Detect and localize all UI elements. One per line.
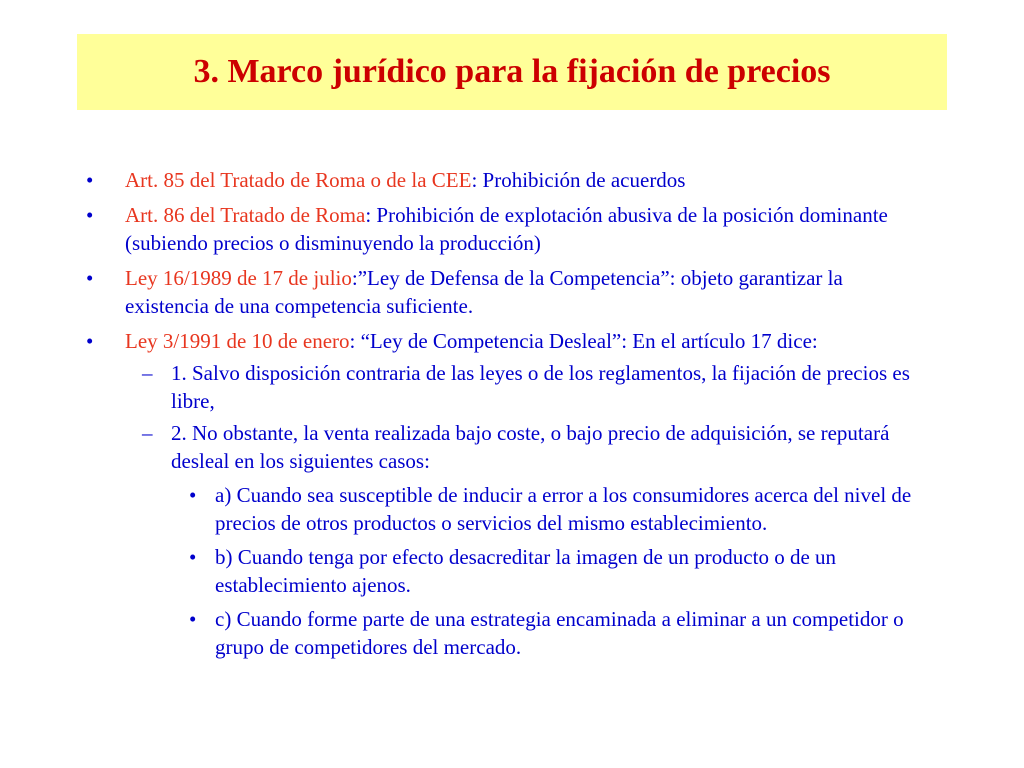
sub-item [0,359,941,415]
sub-item [0,419,941,475]
title-banner [77,34,947,110]
bullet-marker: • [189,607,197,631]
bullet-marker: • [86,168,94,192]
bullet-text: : Prohibición de explotación abusiva de la posición dominante (subiendo precios o disminuyendo la producción) [125,203,888,255]
legal-reference: Ley 3/1991 de 10 de enero [125,329,350,353]
bullet-text: : Prohibición de acuerdos [471,168,686,192]
bullet-item [0,201,925,257]
dash-marker: – [142,421,153,445]
sub-sub-item [0,605,925,661]
bullet-marker: • [86,203,94,227]
legal-reference: Art. 86 del Tratado de Roma [125,203,366,227]
bullet-item [0,166,925,194]
bullet-marker: • [189,483,197,507]
bullet-text: :”Ley de Defensa de la Competencia”: objeto garantizar la existencia de una competencia suficiente. [125,266,843,318]
sub-sub-item-text: c) Cuando forme parte de una estrategia encaminada a eliminar a un competidor o grupo de competidores del mercado. [215,607,904,659]
bullet-item [0,264,925,320]
dash-marker: – [142,361,153,385]
legal-reference: Ley 16/1989 de 17 de julio [125,266,352,290]
sub-item-text: 2. No obstante, la venta realizada bajo coste, o bajo precio de adquisición, se reputará desleal en los siguientes casos: [171,421,890,473]
bullet-item [0,327,925,355]
sub-sub-item-text: a) Cuando sea susceptible de inducir a error a los consumidores acerca del nivel de precios de otros productos o servicios del mismo establecimiento. [215,483,912,535]
sub-sub-item [0,481,925,537]
slide-title: 3. Marco jurídico para la fijación de precios [193,53,831,90]
sub-sub-item [0,543,925,599]
sub-item-text: 1. Salvo disposición contraria de las leyes o de los reglamentos, la fijación de precios es libre, [171,361,910,413]
bullet-marker: • [189,545,197,569]
sub-sub-item-text: b) Cuando tenga por efecto desacreditar la imagen de un producto o de un establecimiento ajenos. [215,545,837,597]
slide-body [0,166,1024,661]
bullet-text: : “Ley de Competencia Desleal”: En el artículo 17 dice: [349,329,818,353]
bullet-marker: • [86,266,94,290]
bullet-marker: • [86,329,94,353]
legal-reference: Art. 85 del Tratado de Roma o de la CEE [125,168,472,192]
